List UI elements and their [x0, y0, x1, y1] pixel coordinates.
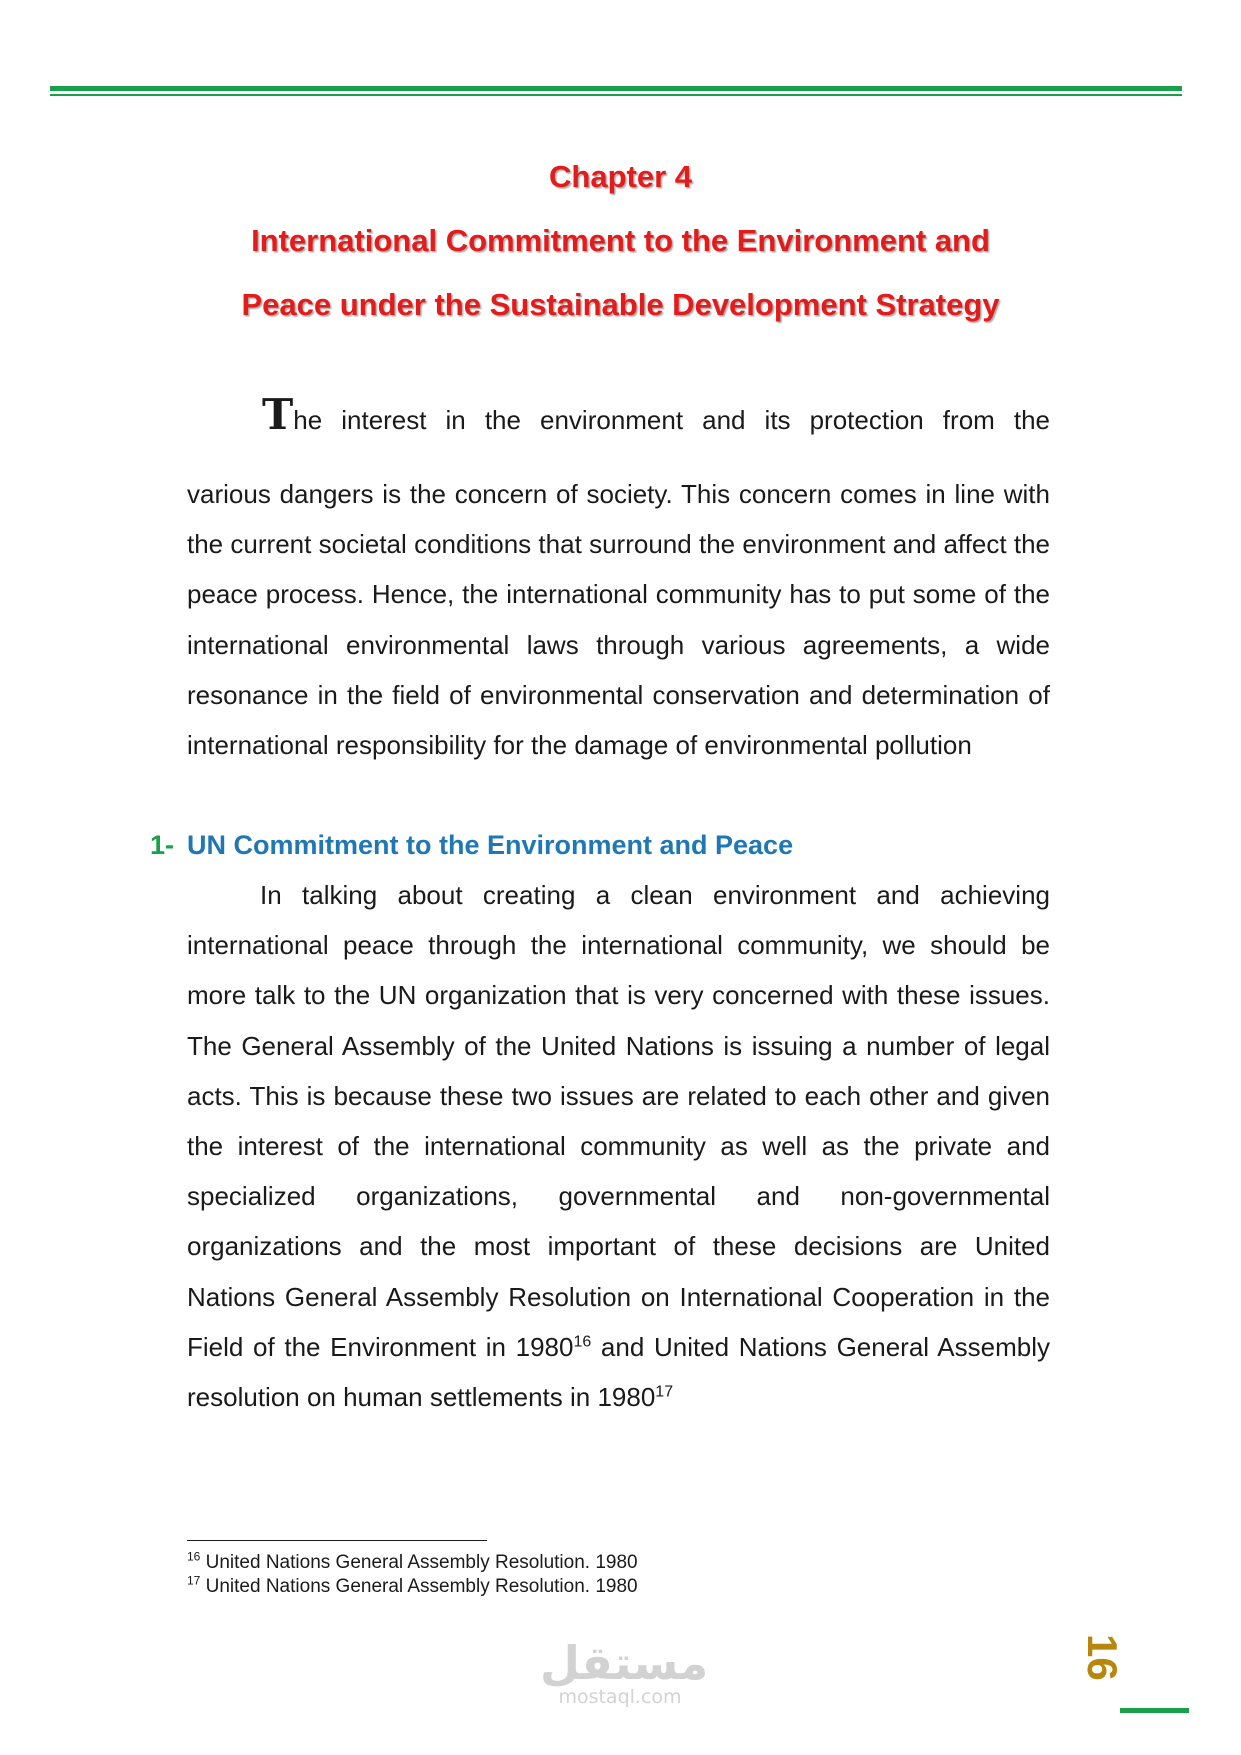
footnote-17 [187, 1575, 638, 1599]
section-text-part-2: and United Nations General Assembly resolution on human settlements in 1980 [187, 1331, 1050, 1413]
header-rule-thick [50, 86, 1182, 91]
intro-paragraph: various dangers is the concern of society. This concern comes in line with the current societal conditions that surround the environment and affect the peace process. Hence, the international community has to put some of the international environmental laws through various agreements, a wide resonance in the field of environmental conservation and determination of international responsibility for the damage of environmental pollution [187, 479, 1050, 761]
watermark-arabic: مستقل [540, 1636, 709, 1690]
footnote-text: United Nations General Assembly Resolution. 1980 [200, 1552, 638, 1573]
page-number-rule [1120, 1708, 1189, 1713]
footnote-16 [187, 1551, 638, 1575]
footnote-text: United Nations General Assembly Resolution. 1980 [200, 1576, 638, 1597]
chapter-heading [0, 145, 1241, 337]
section-title: UN Commitment to the Environment and Peace [187, 830, 794, 860]
watermark [540, 1636, 709, 1708]
footnote-number: 16 [187, 1549, 201, 1564]
chapter-title-line-1: International Commitment to the Environment and [251, 223, 990, 258]
section-paragraph [187, 870, 1050, 1422]
drop-cap: T [262, 390, 294, 439]
intro-first-line-text: he interest in the environment and its protection from the [293, 405, 1050, 435]
section-text-part-1: In talking about creating a clean environment and achieving international peace through the international community, we should be more talk to the UN organization that is very concerned with these issues. The General Assembly of the United Nations is issuing a number of legal acts. This is because these two issues are related to each other and given the interest of the international community as well as the private and specialized organizations, governmental and non-governmental organizations and the most important of these decisions are United Nations General Assembly Resolution on International Cooperation in the Field of the Environment in 1980 [187, 880, 1050, 1362]
chapter-title-line-2: Peace under the Sustainable Development Strategy [241, 287, 1000, 322]
section-number: 1- [150, 830, 175, 860]
page-number: 16 [1079, 1634, 1126, 1681]
intro-paragraph-first-line [187, 390, 1050, 447]
section-heading [150, 820, 793, 870]
watermark-latin: mostaql.com [558, 1686, 682, 1708]
chapter-label: Chapter 4 [549, 159, 692, 194]
header-rule-thin [50, 94, 1182, 96]
footnotes [187, 1551, 638, 1599]
footnote-number: 17 [187, 1573, 201, 1588]
footnote-ref-17[interactable]: 17 [655, 1383, 674, 1401]
footnote-separator [187, 1540, 487, 1541]
footnote-ref-16[interactable]: 16 [573, 1333, 592, 1351]
